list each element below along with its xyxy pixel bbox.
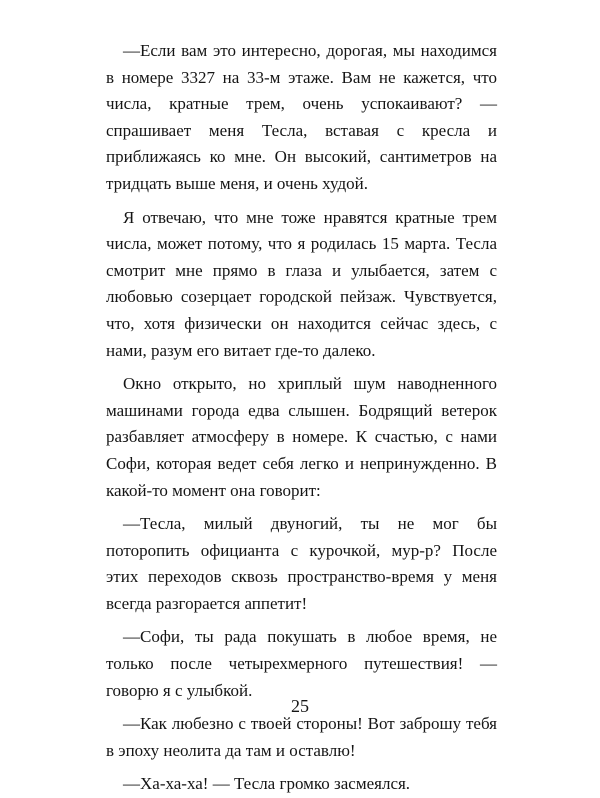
body-text bbox=[106, 38, 497, 798]
paragraph: —Если вам это интересно, дорогая, мы находимся в номере 3327 на 33-м этаже. Вам не кажется, что числа, кратные трем, очень успокаивают? — спрашивает меня Тесла, вставая с кресла и приближаясь ко мне. Он высокий, сантиметров на тридцать выше меня, и очень худой. bbox=[106, 41, 497, 193]
paragraph: —Как любезно с твоей стороны! Вот заброшу тебя в эпоху неолита да там и оставлю! bbox=[106, 714, 497, 760]
paragraph: Окно открыто, но хриплый шум наводненного машинами города едва слышен. Бодрящий ветерок разбавляет атмосферу в номере. К счастью, с нами Софи, которая ведет себя легко и непринужденно. В какой-то момент она говорит: bbox=[106, 374, 497, 500]
paragraph: Я отвечаю, что мне тоже нравятся кратные трем числа, может потому, что я родилась 15 марта. Тесла смотрит мне прямо в глаза и улыбается, затем с любовью созерцает городской пейзаж. Чувствуется, что, хотя физически он находится сейчас здесь, с нами, разум его витает где-то далеко. bbox=[106, 207, 497, 360]
paragraph: —Ха-ха-ха! — Тесла громко засмеялся. bbox=[123, 774, 411, 794]
page-number: 25 bbox=[291, 696, 309, 716]
paragraph: —Софи, ты рада покушать в любое время, не только после четырехмерного путешествия! — говорю я с улыбкой. bbox=[106, 627, 497, 700]
paragraph: —Тесла, милый двуногий, ты не мог бы поторопить официанта с курочкой, мур-р? После этих переходов сквозь пространство-время у меня всегда разгорается аппетит! bbox=[106, 514, 497, 613]
